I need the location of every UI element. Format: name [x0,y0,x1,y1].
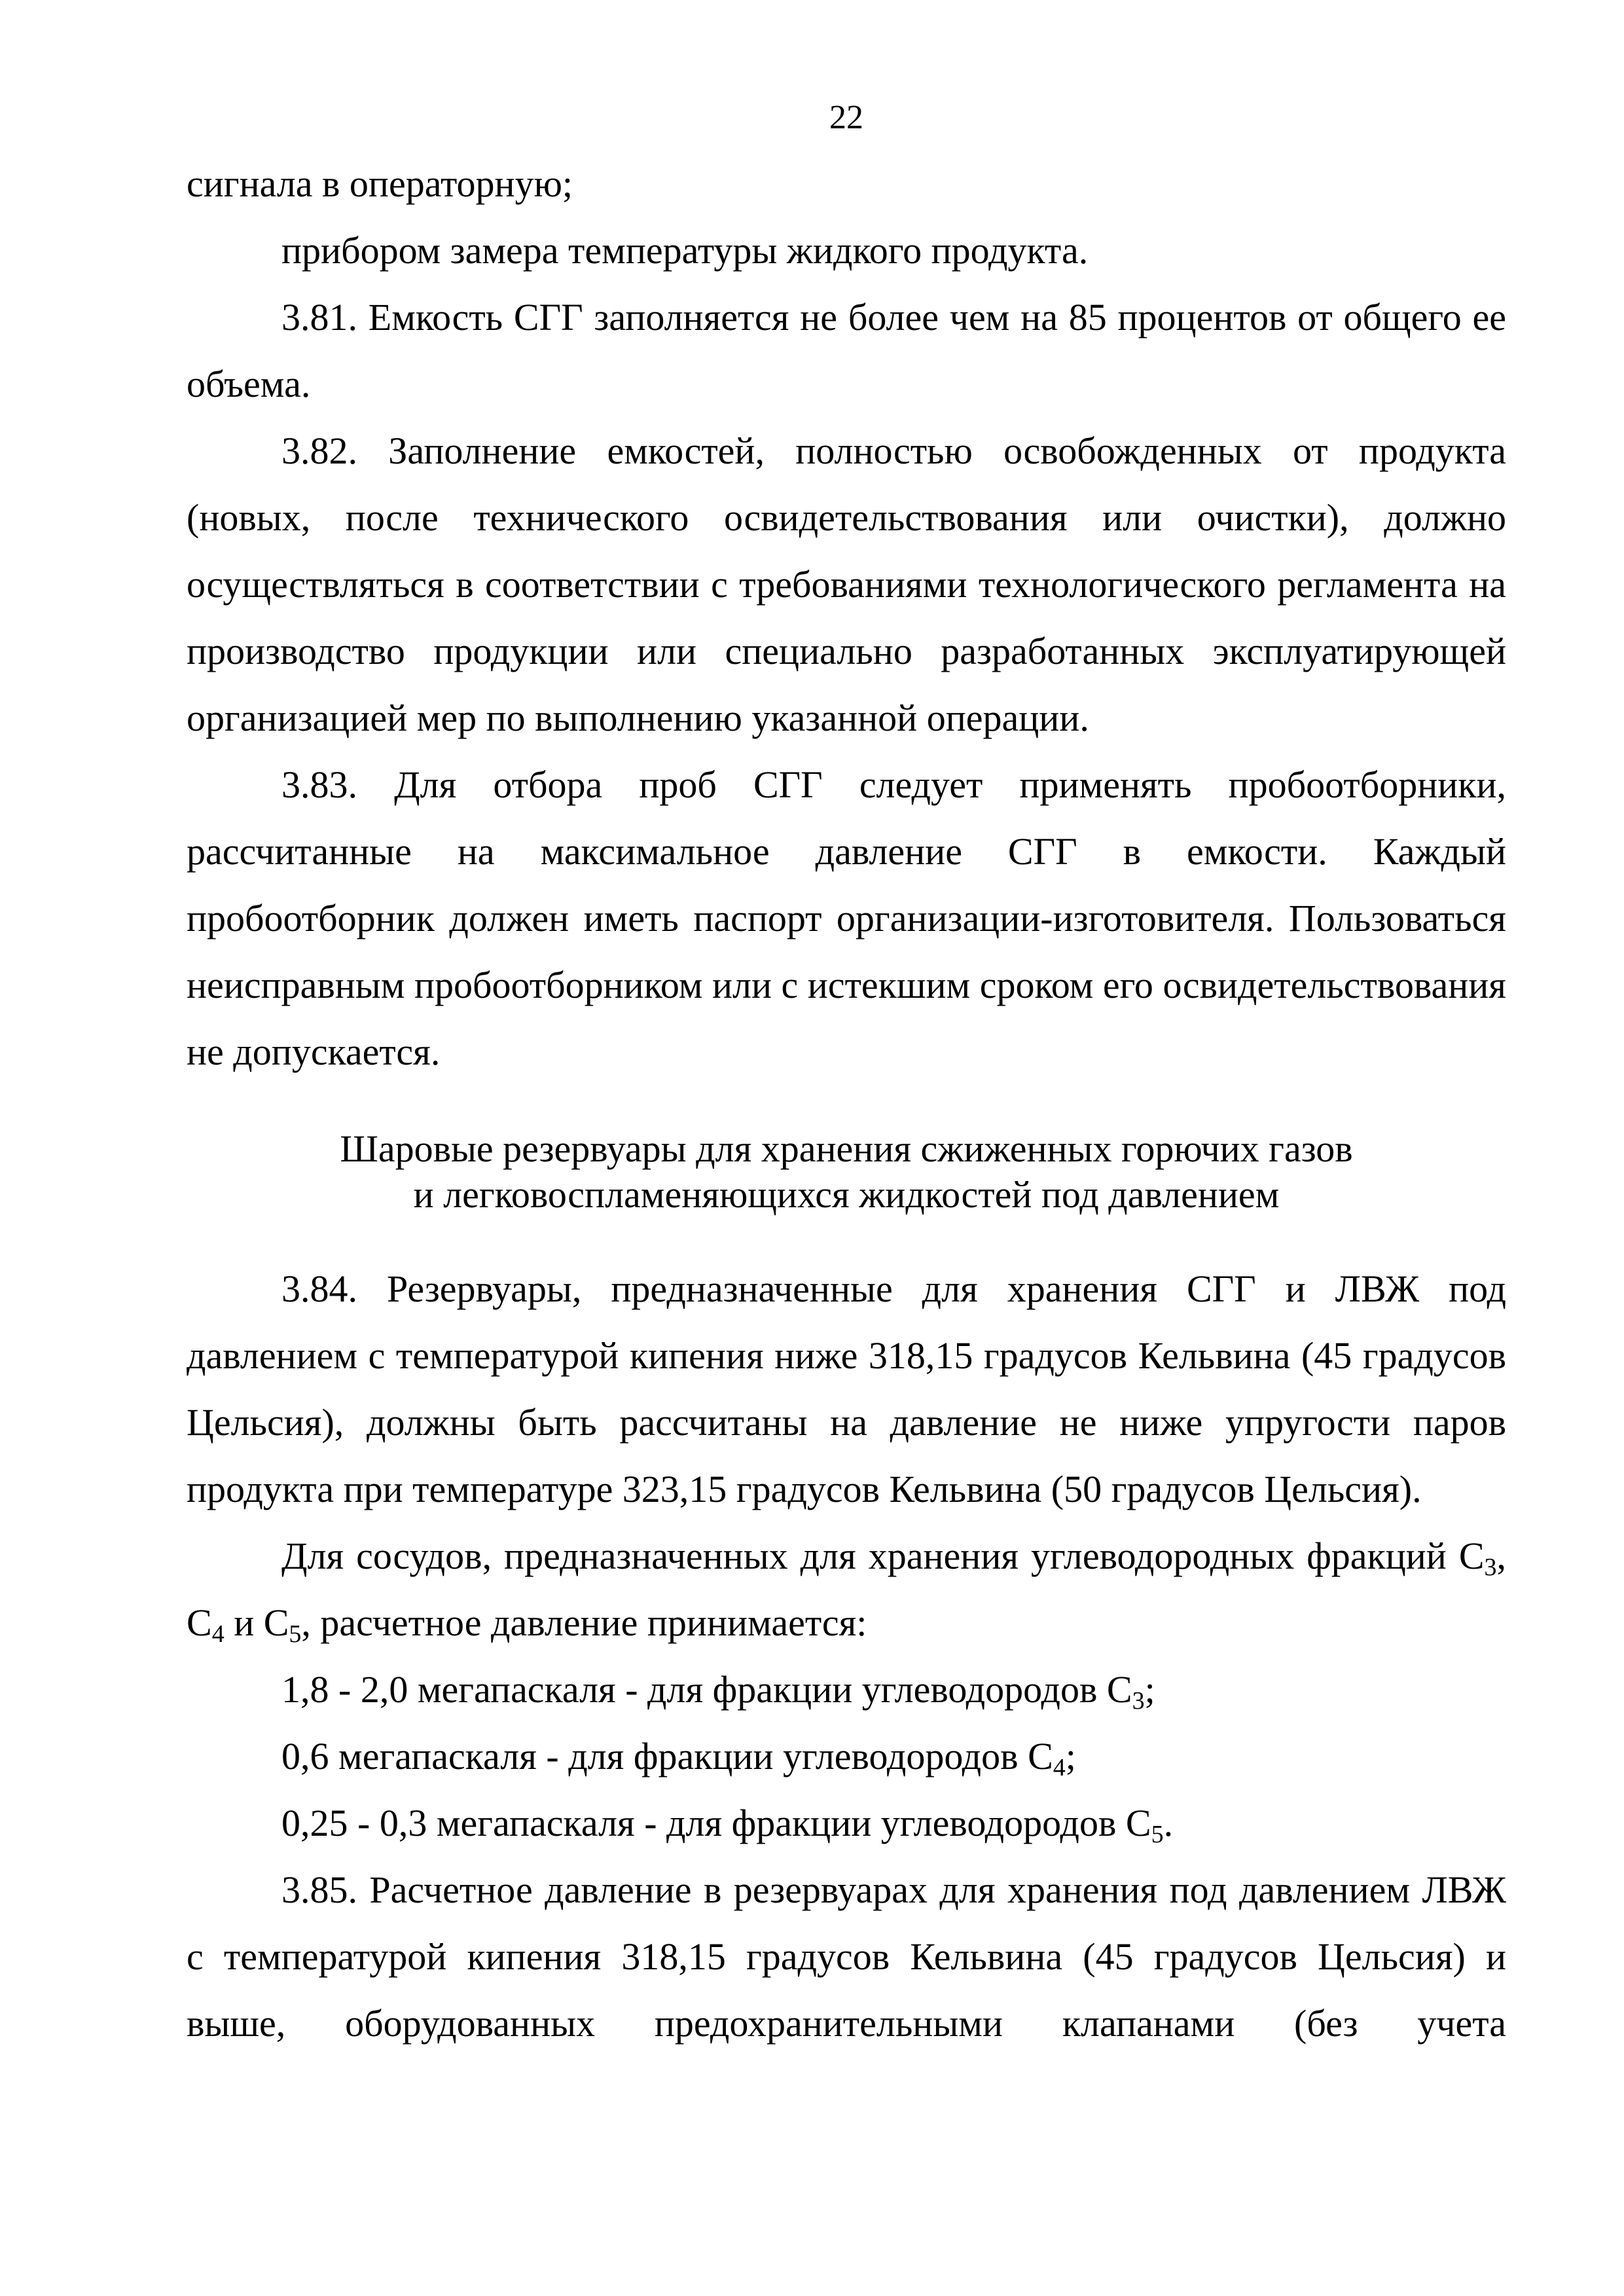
subscript-4: 4 [1053,1754,1066,1781]
paragraph-signal: сигнала в операторную; [187,162,573,205]
subscript-3: 3 [1132,1687,1145,1715]
page-number: 22 [829,99,863,136]
paragraph-pressure-c3 [187,1656,1506,1723]
fractions-text-end: , расчетное давление принимается: [301,1601,867,1644]
paragraph-vessels-fractions [187,1523,1506,1656]
paragraph-3-85: 3.85. Расчетное давление в резервуарах для хранения под давлением ЛВЖ с температурой кипения 318,15 градусов Кельвина (45 градусов Цельсия) и выше, оборудованных предохранительными клапанами (без учета [187,1868,1506,2045]
fractions-text-mid-2: и С [224,1601,289,1644]
paragraph-pressure-c4 [187,1723,1506,1790]
pressure-c5-text: 0,25 - 0,3 мегапаскаля - для фракции углеводородов С [281,1802,1151,1844]
paragraph-3-84: 3.84. Резервуары, предназначенные для хранения СГГ и ЛВЖ под давлением с температурой кипения ниже 318,15 градусов Кельвина (45 градусов Цельсия), должны быть рассчитаны на давление не ниже упругости паров продукта при температуре 323,15 градусов Кельвина (50 градусов Цельсия). [187,1267,1506,1510]
subscript-4: 4 [211,1620,225,1648]
pressure-c4-end: ; [1065,1735,1076,1777]
subscript-5: 5 [1151,1821,1164,1848]
fractions-text-mid-1: , С [187,1535,1506,1644]
pressure-c4-text: 0,6 мегапаскаля - для фракции углеводородов С [281,1735,1053,1777]
section-heading [187,1126,1506,1218]
pressure-c5-end: . [1163,1802,1174,1844]
pressure-c3-end: ; [1144,1668,1155,1711]
paragraph-3-83: 3.83. Для отбора проб СГГ следует применять пробоотборники, рассчитанные на максимальное давление СГГ в емкости. Каждый пробоотборник должен иметь паспорт организации-изготовителя. Пользоваться неисправным пробоотборником или с истекшим сроком его освидетельствования не допускается. [187,763,1506,1073]
paragraph-temperature-device: прибором замера температуры жидкого продукта. [281,229,1089,272]
section-heading-line-1: Шаровые резервуары для хранения сжиженных горючих газов [340,1127,1353,1170]
subscript-5: 5 [289,1620,302,1648]
paragraph-3-81: 3.81. Емкость СГГ заполняется не более чем на 85 процентов от общего ее объема. [187,296,1506,405]
paragraph-pressure-c5 [187,1790,1506,1857]
section-heading-line-2: и легковоспламеняющихся жидкостей под давлением [413,1173,1280,1216]
pressure-c3-text: 1,8 - 2,0 мегапаскаля - для фракции углеводородов С [281,1668,1132,1711]
paragraph-3-82: 3.82. Заполнение емкостей, полностью освобожденных от продукта (новых, после технического освидетельствования или очистки), должно осуществляться в соответствии с требованиями технологического регламента на производство продукции или специально разработанных эксплуатирующей организацией мер по выполнению указанной операции. [187,429,1506,739]
subscript-3: 3 [1484,1554,1497,1581]
fractions-text-start: Для сосудов, предназначенных для хранения углеводородных фракций С [281,1535,1485,1577]
